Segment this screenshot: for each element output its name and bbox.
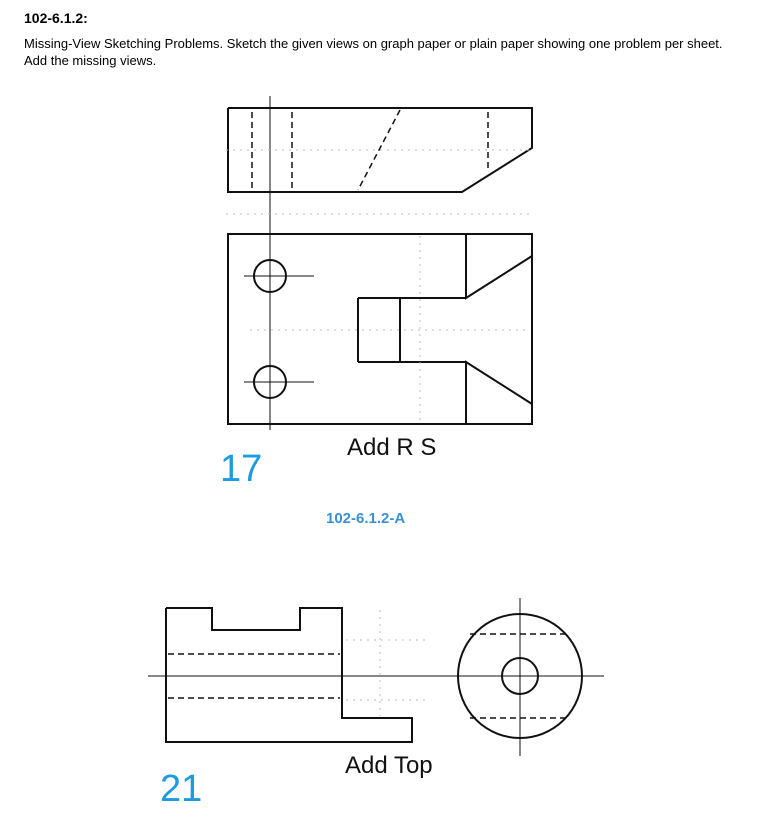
- task-label-17: Add R S: [347, 434, 437, 461]
- front-view-outline-21: [166, 608, 412, 742]
- figure-caption: 102-6.1.2-A: [326, 510, 406, 527]
- problem-id: 102-6.1.2:: [24, 10, 88, 26]
- instructions-text: Missing-View Sketching Problems. Sketch the given views on graph paper or plain paper showing one problem per sheet. Add the missing views.: [24, 36, 723, 68]
- task-label-21: Add Top: [345, 752, 433, 779]
- problem-number-17: 17: [220, 448, 263, 490]
- problem-number-21: 21: [160, 768, 203, 810]
